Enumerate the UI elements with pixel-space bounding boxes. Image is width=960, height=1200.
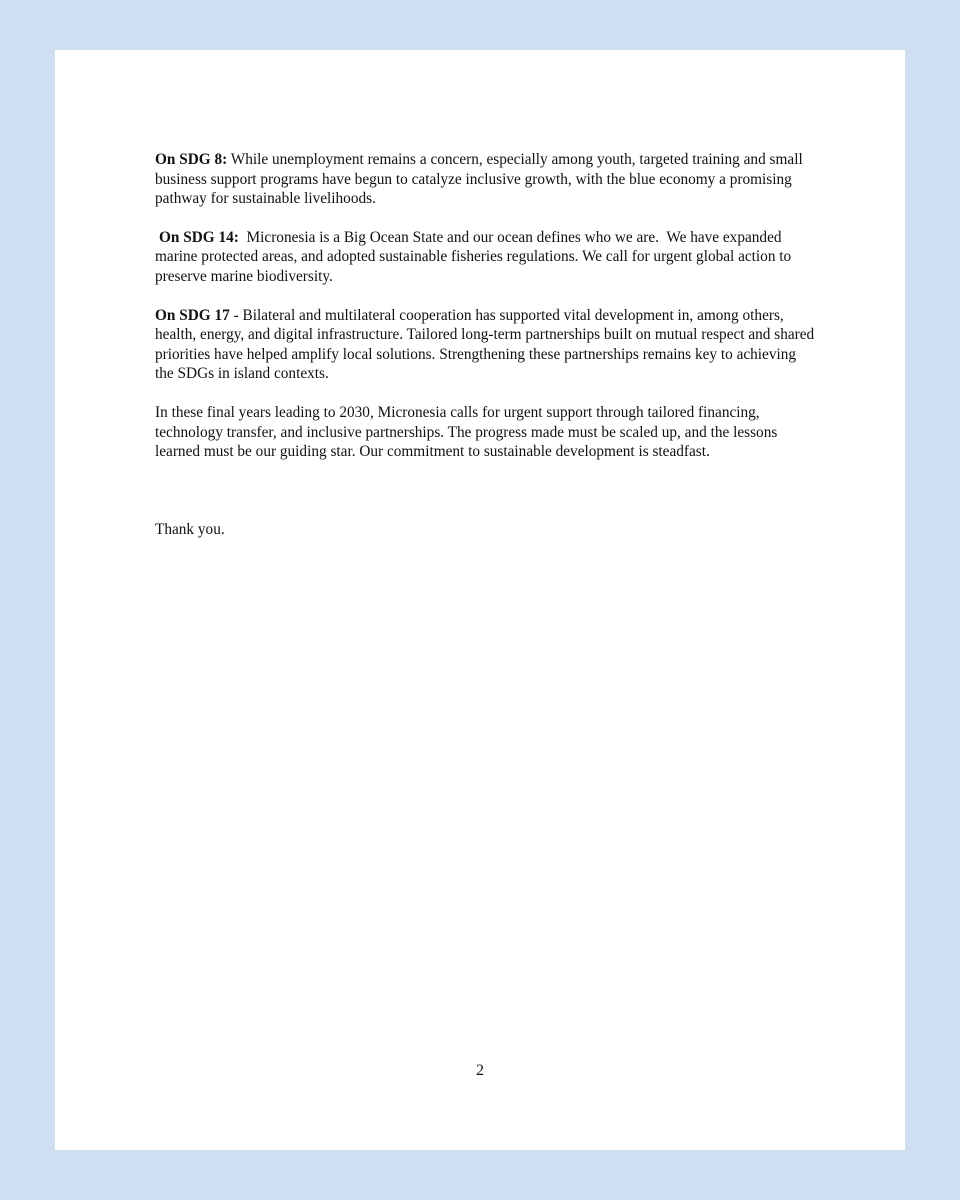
paragraph-closing-remarks [155, 403, 815, 462]
thank-you-text: Thank you. [155, 520, 225, 538]
document-page [55, 50, 905, 1150]
document-body [155, 150, 815, 539]
paragraph-heading-sdg-8: On SDG 8: [155, 151, 228, 168]
paragraph-sdg-8 [155, 150, 815, 209]
paragraph-sdg-17 [155, 306, 815, 384]
paragraph-text-sdg-8: While unemployment remains a concern, especially among youth, targeted training and small business support programs have begun to catalyze inclusive growth, with the blue economy a promising pathway for sustainable livelihoods. [155, 151, 803, 208]
paragraph-sdg-14 [155, 228, 815, 287]
paragraph-thank-you [155, 520, 815, 540]
paragraph-text-sdg-17: - Bilateral and multilateral cooperation has supported vital development in, among others, health, energy, and digital infrastructure. Tailored long-term partnerships built on mutual respect and shared priorities have helped amplify local solutions. Strengthening these partnerships remains key to achieving the SDGs in island contexts. [155, 306, 815, 383]
paragraph-text-sdg-14: Micronesia is a Big Ocean State and our ocean defines who we are. We have expanded marine protected areas, and adopted sustainable fisheries regulations. We call for urgent global action to preserve marine biodiversity. [155, 228, 796, 285]
page-number: 2 [476, 1062, 484, 1079]
paragraph-heading-sdg-17: On SDG 17 [155, 306, 230, 324]
paragraph-text-closing: In these final years leading to 2030, Micronesia calls for urgent support through tailored financing, technology transfer, and inclusive partnerships. The progress made must be scaled up, and the lessons learned must be our guiding star. Our commitment to sustainable development is steadfast. [155, 403, 778, 461]
paragraph-heading-sdg-14: On SDG 14: [159, 228, 239, 246]
